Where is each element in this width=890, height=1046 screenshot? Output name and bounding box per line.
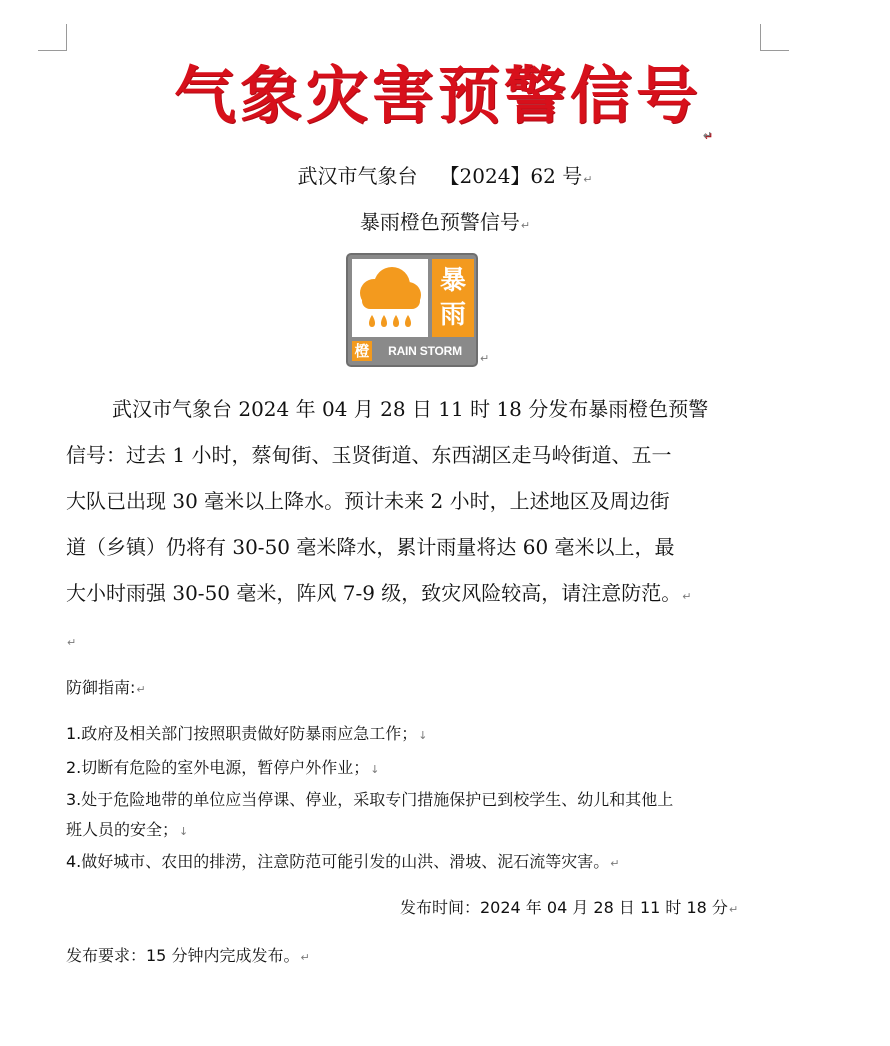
- body-line: 武汉市气象台 2024 年 04 月 28 日 11 时 18 分发布暴雨橙色预警: [112, 397, 709, 421]
- guide-item-text: 2.切断有危险的室外电源，暂停户外作业；: [66, 758, 370, 777]
- document-title: [0, 56, 890, 154]
- rain-storm-label: RAIN STORM: [388, 344, 462, 358]
- signal-name-text: 暴雨橙色预警信号: [359, 210, 520, 234]
- guide-item-text: 3.处于危险地带的单位应当停课、停业，采取专门措施保护已到校学生、幼儿和其他上: [66, 790, 674, 809]
- page-corner-top-left: [38, 24, 67, 51]
- paragraph-mark: ↵: [300, 951, 310, 964]
- rainstorm-orange-badge: [346, 253, 478, 367]
- badge-char-bottom: 雨: [439, 300, 466, 330]
- body-line: [66, 432, 766, 478]
- guide-title-text: 防御指南:: [66, 678, 136, 697]
- guide-item-text: 班人员的安全；: [66, 820, 179, 839]
- issue-number: 【2024】62 号: [439, 164, 583, 188]
- guide-title: [66, 676, 146, 702]
- paragraph-mark: ↵: [480, 352, 490, 365]
- publish-time-text: 发布时间：2024 年 04 月 28 日 11 时 18 分: [400, 898, 728, 917]
- title-text: 气象灾害预警信号: [173, 59, 702, 132]
- body-line-text: 信号：过去 1 小时，蔡甸街、玉贤街道、东西湖区走马岭街道、五一: [66, 443, 672, 467]
- publish-time: [400, 896, 738, 922]
- paragraph-mark: ↵: [136, 683, 146, 696]
- paragraph-mark: ↵: [520, 219, 531, 232]
- publish-requirement: [66, 944, 310, 970]
- body-line-text: 大小时雨强 30-50 毫米，阵风 7-9 级，致灾风险较高，请注意防范。: [66, 581, 682, 605]
- line-break-mark: ↓: [370, 763, 380, 776]
- guide-item: [66, 788, 673, 812]
- guide-item-text: 1.政府及相关部门按照职责做好防暴雨应急工作；: [66, 724, 418, 743]
- guide-item: [66, 850, 620, 876]
- paragraph-mark: ↵: [682, 590, 692, 603]
- paragraph-mark: ↵: [67, 636, 77, 649]
- body-line: 道（乡镇）仍将有 30-50 毫米降水，累计雨量将达 60 毫米以上，最: [66, 535, 675, 559]
- guide-item-text: 4.做好城市、农田的排涝，注意防范可能引发的山洪、滑坡、泥石流等灾害。: [66, 852, 610, 871]
- paragraph-mark: ↵: [702, 129, 717, 142]
- warning-body: [66, 386, 766, 616]
- issuer-org: 武汉市气象台: [297, 164, 418, 188]
- line-break-mark: ↓: [418, 729, 428, 742]
- paragraph-mark: ↵: [728, 903, 739, 916]
- signal-name: [0, 208, 890, 240]
- page-corner-top-right: [760, 24, 789, 51]
- cloud-panel: [352, 259, 428, 337]
- badge-char-top: 暴: [439, 266, 466, 296]
- rainstorm-word-panel: [432, 259, 474, 337]
- guide-item: [66, 756, 380, 782]
- line-break-mark: ↓: [179, 825, 189, 838]
- orange-level-label: 橙: [352, 341, 372, 361]
- issuer-line: [0, 162, 890, 194]
- guide-item: [66, 722, 428, 748]
- guide-item: [66, 818, 188, 844]
- body-line: 大队已出现 30 毫米以上降水。预计未来 2 小时，上述地区及周边街: [66, 489, 670, 513]
- body-line: [66, 570, 766, 616]
- publish-requirement-text: 发布要求：15 分钟内完成发布。: [66, 946, 300, 965]
- rain-cloud-icon: [352, 259, 428, 337]
- paragraph-mark: ↵: [610, 857, 620, 870]
- paragraph-mark: ↵: [583, 173, 593, 186]
